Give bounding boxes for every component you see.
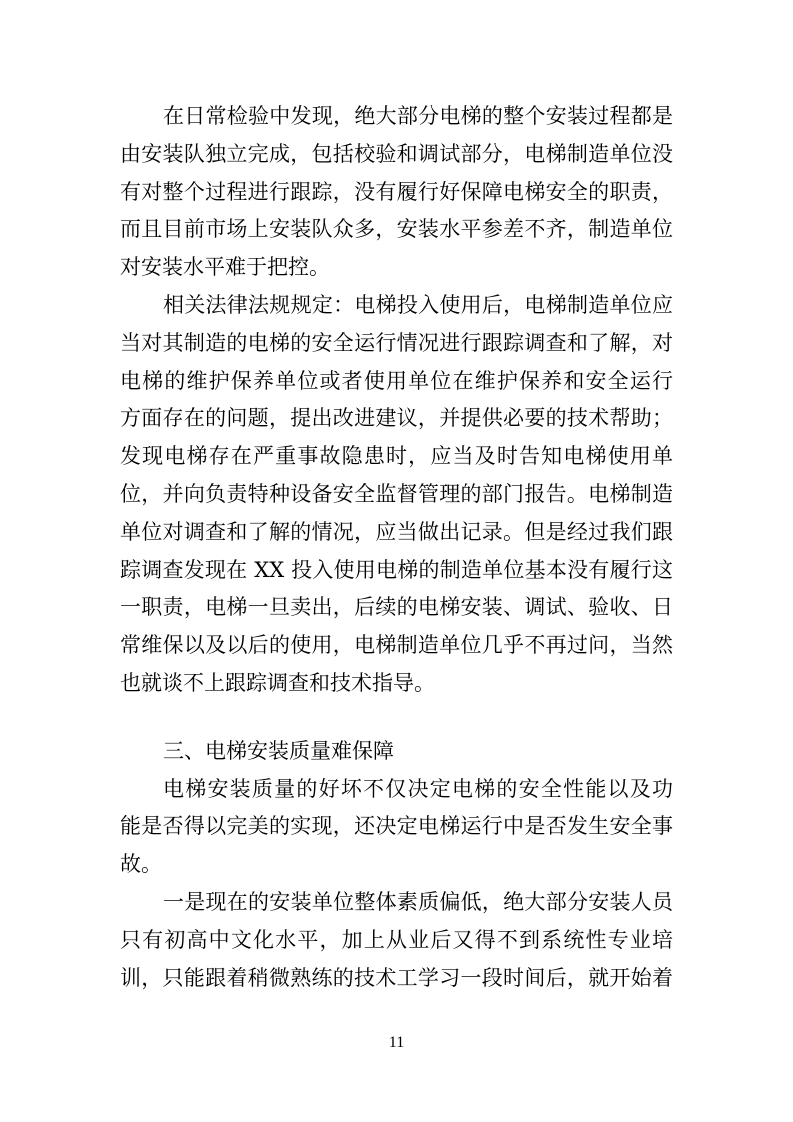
text-line: 由安装队独立完成，包括校验和调试部分，电梯制造单位没 bbox=[120, 141, 673, 166]
text-line: 有对整个过程进行跟踪，没有履行好保障电梯安全的职责， bbox=[120, 179, 673, 204]
text-line: 能是否得以完美的实现，还决定电梯运行中是否发生安全事 bbox=[120, 814, 673, 839]
paragraph-3 bbox=[120, 771, 673, 884]
body-text bbox=[120, 98, 673, 997]
text-line: 一职责，电梯一旦卖出，后续的电梯安装、调试、验收、日 bbox=[120, 595, 673, 620]
text-line: 也就谈不上跟踪调查和技术指导。 bbox=[120, 670, 435, 695]
text-line: 踪调查发现在 XX 投入使用电梯的制造单位基本没有履行这 bbox=[120, 557, 673, 582]
text-line: 常维保以及以后的使用，电梯制造单位几乎不再过问，当然 bbox=[120, 633, 673, 658]
text-line: 电梯安装质量的好坏不仅决定电梯的安全性能以及功 bbox=[163, 776, 673, 801]
text-line: 方面存在的问题，提出改进建议，并提供必要的技术帮助； bbox=[120, 406, 673, 431]
text-line: 训，只能跟着稍微熟练的技术工学习一段时间后，就开始着 bbox=[120, 965, 673, 990]
section-heading: 三、电梯安装质量难保障 bbox=[163, 738, 394, 763]
text-line: 故。 bbox=[120, 852, 162, 877]
text-line: 相关法律法规规定：电梯投入使用后，电梯制造单位应 bbox=[163, 292, 673, 317]
paragraph-2 bbox=[120, 287, 673, 703]
text-line: 电梯的维护保养单位或者使用单位在维护保养和安全运行 bbox=[120, 368, 673, 393]
paragraph-4 bbox=[120, 884, 673, 997]
text-line: 位，并向负责特种设备安全监督管理的部门报告。电梯制造 bbox=[120, 481, 673, 506]
paragraph-1 bbox=[120, 98, 673, 287]
text-line: 一是现在的安装单位整体素质偏低，绝大部分安装人员 bbox=[163, 889, 673, 914]
text-line: 单位对调查和了解的情况，应当做出记录。但是经过我们跟 bbox=[120, 519, 673, 544]
text-line: 当对其制造的电梯的安全运行情况进行跟踪调查和了解，对 bbox=[120, 330, 673, 355]
text-line: 对安装水平难于把控。 bbox=[120, 255, 330, 280]
text-line: 而且目前市场上安装队众多，安装水平参差不齐，制造单位 bbox=[120, 217, 673, 242]
text-line: 在日常检验中发现，绝大部分电梯的整个安装过程都是 bbox=[163, 104, 673, 128]
page-number: 11 bbox=[388, 1034, 405, 1051]
text-line: 发现电梯存在严重事故隐患时，应当及时告知电梯使用单 bbox=[120, 444, 673, 469]
text-line: 只有初高中文化水平，加上从业后又得不到系统性专业培 bbox=[120, 927, 673, 952]
